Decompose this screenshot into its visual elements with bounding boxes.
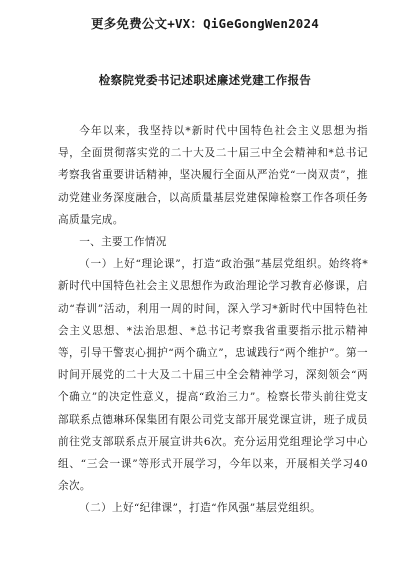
section-heading: 一、主要工作情况 (79, 236, 167, 249)
promo-banner: 更多免费公文+VX：QiGeGongWen2024 (91, 16, 319, 31)
intro-paragraph: 今年以来，我坚持以*新时代中国特色社会主义思想为指导，全面贯彻落实党的二十大及二十届三中全会精神和*总书记考察我省重要讲话精神，坚决履行全面从严治党“一岗双责”，推动党建业务深度融合，以高质量基层党建保障检察工作各项任务高质量完成。 (58, 125, 368, 226)
document-body (58, 120, 368, 520)
document-title: 检察院党委书记述职述廉述党建工作报告 (98, 73, 312, 87)
subsection-paragraph-2: （二）上好“纪律课”，打造“作风强”基层党组织。 (79, 502, 322, 515)
subsection-paragraph-1: （一）上好“理论课”，打造“政治强”基层党组织。始终将*新时代中国特色社会主义思想作为政治理论学习教育必修课，启动“春训”活动，利用一周的时间，深入学习*新时代中国特色社会主义思想、*法治思想、*总书记考察我省重要指示批示精神等，引导干警衷心拥护“两个确立”，忠诚践行“两个维护”。第一时间开展党的二十大及二十届三中全会精神学习，深刻领会“两个确立”的决定性意义，提高“政治三力”。检察长带头前往党支部联系点德琳环保集团有限公司党支部开展党课宣讲，班子成员前往党支部联系点开展宣讲共6次。充分运用党组理论学习中心组、“三会一课”等形式开展学习，今年以来，开展相关学习40余次。 (58, 258, 368, 493)
